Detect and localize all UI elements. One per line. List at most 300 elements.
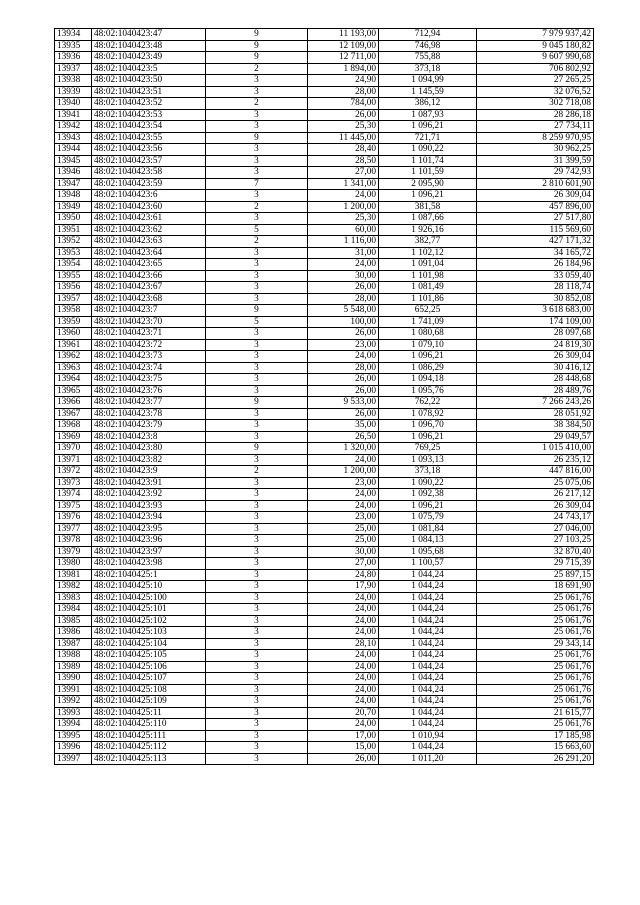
cadastral-value-cell: 427 171,32 [477,236,594,248]
area-cell: 28,00 [308,86,379,98]
cadastral-value-cell: 34 165,72 [477,247,594,259]
unit-value-cell: 1 145,59 [379,86,477,98]
unit-value-cell: 1 090,22 [379,477,477,489]
table-row [55,52,594,64]
row-number-cell: 13946 [55,167,92,179]
cadastral-value-cell: 30 852,08 [477,293,594,305]
table-row [55,397,594,409]
row-number-cell: 13976 [55,512,92,524]
row-number-cell: 13938 [55,75,92,87]
unit-value-cell: 1 044,24 [379,650,477,662]
row-number-cell: 13960 [55,328,92,340]
cadastral-number-cell: 48:02:1040425:106 [92,661,206,673]
cadastral-value-cell: 28 489,76 [477,385,594,397]
cadastral-number-cell: 48:02:1040423:59 [92,178,206,190]
unit-value-cell: 1 044,24 [379,592,477,604]
row-number-cell: 13997 [55,753,92,765]
cadastral-value-cell: 27 103,25 [477,535,594,547]
table-row [55,374,594,386]
cadastral-number-cell: 48:02:1040423:72 [92,339,206,351]
area-cell: 30,00 [308,546,379,558]
area-cell: 26,00 [308,753,379,765]
table-row [55,443,594,455]
cadastral-value-cell: 26 217,12 [477,489,594,501]
row-number-cell: 13979 [55,546,92,558]
cadastral-value-cell: 26 309,04 [477,500,594,512]
class-code-cell: 3 [206,489,308,501]
class-code-cell: 3 [206,293,308,305]
row-number-cell: 13985 [55,615,92,627]
class-code-cell: 9 [206,40,308,52]
class-code-cell: 3 [206,592,308,604]
class-code-cell: 3 [206,213,308,225]
area-cell: 23,00 [308,477,379,489]
area-cell: 26,00 [308,385,379,397]
cadastral-number-cell: 48:02:1040425:101 [92,604,206,616]
table-row [55,673,594,685]
row-number-cell: 13993 [55,707,92,719]
unit-value-cell: 769,25 [379,443,477,455]
cadastral-value-cell: 27 046,00 [477,523,594,535]
table-row [55,592,594,604]
table-row [55,684,594,696]
cadastral-number-cell: 48:02:1040425:111 [92,730,206,742]
row-number-cell: 13980 [55,558,92,570]
unit-value-cell: 1 091,04 [379,259,477,271]
area-cell: 15,00 [308,742,379,754]
cadastral-value-cell: 25 061,76 [477,719,594,731]
unit-value-cell: 1 044,24 [379,638,477,650]
unit-value-cell: 652,25 [379,305,477,317]
table-row [55,408,594,420]
class-code-cell: 2 [206,466,308,478]
table-row [55,385,594,397]
area-cell: 25,30 [308,121,379,133]
cadastral-number-cell: 48:02:1040423:75 [92,374,206,386]
cadastral-number-cell: 48:02:1040423:76 [92,385,206,397]
area-cell: 12 711,00 [308,52,379,64]
cadastral-value-cell: 26 309,04 [477,351,594,363]
class-code-cell: 3 [206,569,308,581]
area-cell: 24,00 [308,454,379,466]
area-cell: 24,00 [308,351,379,363]
area-cell: 28,50 [308,155,379,167]
area-cell: 1 341,00 [308,178,379,190]
unit-value-cell: 1 044,24 [379,684,477,696]
table-row [55,270,594,282]
unit-value-cell: 1 087,93 [379,109,477,121]
class-code-cell: 9 [206,305,308,317]
cadastral-number-cell: 48:02:1040423:74 [92,362,206,374]
area-cell: 24,00 [308,500,379,512]
unit-value-cell: 1 044,24 [379,673,477,685]
class-code-cell: 3 [206,535,308,547]
area-cell: 24,00 [308,627,379,639]
class-code-cell: 7 [206,178,308,190]
cadastral-number-cell: 48:02:1040425:109 [92,696,206,708]
row-number-cell: 13972 [55,466,92,478]
row-number-cell: 13940 [55,98,92,110]
table-body [55,29,594,765]
table-row [55,282,594,294]
cadastral-value-cell: 25 075,06 [477,477,594,489]
cadastral-number-cell: 48:02:1040423:70 [92,316,206,328]
table-row [55,730,594,742]
cadastral-value-cell: 24 743,17 [477,512,594,524]
area-cell: 1 116,00 [308,236,379,248]
unit-value-cell: 1 084,13 [379,535,477,547]
cadastral-value-cell: 32 870,40 [477,546,594,558]
unit-value-cell: 1 087,66 [379,213,477,225]
class-code-cell: 3 [206,385,308,397]
unit-value-cell: 762,22 [379,397,477,409]
row-number-cell: 13990 [55,673,92,685]
table-row [55,661,594,673]
table-row [55,627,594,639]
row-number-cell: 13955 [55,270,92,282]
class-code-cell: 3 [206,477,308,489]
table-row [55,362,594,374]
class-code-cell: 3 [206,259,308,271]
table-row [55,86,594,98]
cadastral-number-cell: 48:02:1040423:62 [92,224,206,236]
area-cell: 1 200,00 [308,466,379,478]
cadastral-number-cell: 48:02:1040425:107 [92,673,206,685]
unit-value-cell: 1 102,12 [379,247,477,259]
unit-value-cell: 1 086,29 [379,362,477,374]
class-code-cell: 3 [206,167,308,179]
class-code-cell: 3 [206,362,308,374]
row-number-cell: 13934 [55,29,92,41]
unit-value-cell: 1 011,20 [379,753,477,765]
area-cell: 23,00 [308,339,379,351]
cadastral-value-cell: 27 265,25 [477,75,594,87]
table-row [55,638,594,650]
cadastral-value-cell: 25 061,76 [477,696,594,708]
row-number-cell: 13942 [55,121,92,133]
cadastral-number-cell: 48:02:1040423:66 [92,270,206,282]
cadastral-value-table [54,28,594,765]
class-code-cell: 3 [206,673,308,685]
row-number-cell: 13989 [55,661,92,673]
area-cell: 31,00 [308,247,379,259]
cadastral-value-cell: 17 185,98 [477,730,594,742]
cadastral-number-cell: 48:02:1040425:102 [92,615,206,627]
table-row [55,742,594,754]
table-row [55,178,594,190]
row-number-cell: 13986 [55,627,92,639]
class-code-cell: 3 [206,661,308,673]
area-cell: 24,00 [308,190,379,202]
unit-value-cell: 1 096,21 [379,431,477,443]
cadastral-value-cell: 33 059,40 [477,270,594,282]
row-number-cell: 13982 [55,581,92,593]
row-number-cell: 13975 [55,500,92,512]
cadastral-number-cell: 48:02:1040423:60 [92,201,206,213]
unit-value-cell: 1 080,68 [379,328,477,340]
cadastral-number-cell: 48:02:1040423:9 [92,466,206,478]
class-code-cell: 3 [206,707,308,719]
unit-value-cell: 1 096,21 [379,121,477,133]
cadastral-number-cell: 48:02:1040423:79 [92,420,206,432]
table-row [55,29,594,41]
row-number-cell: 13936 [55,52,92,64]
table-row [55,75,594,87]
area-cell: 24,90 [308,75,379,87]
table-row [55,489,594,501]
unit-value-cell: 1 741,09 [379,316,477,328]
unit-value-cell: 1 101,59 [379,167,477,179]
class-code-cell: 9 [206,443,308,455]
table-row [55,247,594,259]
row-number-cell: 13949 [55,201,92,213]
cadastral-value-cell: 7 266 243,26 [477,397,594,409]
row-number-cell: 13996 [55,742,92,754]
row-number-cell: 13957 [55,293,92,305]
area-cell: 26,00 [308,374,379,386]
cadastral-number-cell: 48:02:1040423:47 [92,29,206,41]
table-row [55,40,594,52]
table-row [55,707,594,719]
cadastral-number-cell: 48:02:1040423:50 [92,75,206,87]
row-number-cell: 13994 [55,719,92,731]
class-code-cell: 3 [206,144,308,156]
cadastral-value-cell: 28 097,68 [477,328,594,340]
unit-value-cell: 1 079,10 [379,339,477,351]
class-code-cell: 3 [206,638,308,650]
unit-value-cell: 382,77 [379,236,477,248]
cadastral-value-cell: 115 569,60 [477,224,594,236]
table-row [55,569,594,581]
row-number-cell: 13995 [55,730,92,742]
table-row [55,650,594,662]
cadastral-number-cell: 48:02:1040423:68 [92,293,206,305]
class-code-cell: 2 [206,98,308,110]
row-number-cell: 13964 [55,374,92,386]
unit-value-cell: 712,94 [379,29,477,41]
table-row [55,236,594,248]
unit-value-cell: 755,88 [379,52,477,64]
area-cell: 27,00 [308,558,379,570]
unit-value-cell: 2 095,90 [379,178,477,190]
table-row [55,316,594,328]
table-row [55,293,594,305]
class-code-cell: 3 [206,512,308,524]
area-cell: 100,00 [308,316,379,328]
row-number-cell: 13968 [55,420,92,432]
table-row [55,190,594,202]
cadastral-value-cell: 31 399,59 [477,155,594,167]
cadastral-value-cell: 27 734,11 [477,121,594,133]
unit-value-cell: 1 044,24 [379,707,477,719]
cadastral-number-cell: 48:02:1040423:5 [92,63,206,75]
cadastral-value-cell: 706 802,92 [477,63,594,75]
row-number-cell: 13973 [55,477,92,489]
row-number-cell: 13954 [55,259,92,271]
table-row [55,546,594,558]
class-code-cell: 3 [206,523,308,535]
area-cell: 1 320,00 [308,443,379,455]
table-row [55,454,594,466]
row-number-cell: 13959 [55,316,92,328]
cadastral-value-cell: 2 810 601,90 [477,178,594,190]
area-cell: 24,00 [308,696,379,708]
area-cell: 25,00 [308,535,379,547]
unit-value-cell: 1 926,16 [379,224,477,236]
area-cell: 23,00 [308,512,379,524]
class-code-cell: 9 [206,52,308,64]
cadastral-value-cell: 25 061,76 [477,650,594,662]
class-code-cell: 3 [206,604,308,616]
unit-value-cell: 1 096,21 [379,190,477,202]
cadastral-value-cell: 28 118,74 [477,282,594,294]
area-cell: 24,00 [308,650,379,662]
cadastral-value-cell: 9 607 990,68 [477,52,594,64]
row-number-cell: 13943 [55,132,92,144]
class-code-cell: 3 [206,500,308,512]
unit-value-cell: 1 075,79 [379,512,477,524]
cadastral-value-cell: 24 819,30 [477,339,594,351]
table-row [55,201,594,213]
table-row [55,121,594,133]
cadastral-number-cell: 48:02:1040425:104 [92,638,206,650]
cadastral-number-cell: 48:02:1040423:78 [92,408,206,420]
area-cell: 26,00 [308,282,379,294]
unit-value-cell: 1 044,24 [379,661,477,673]
cadastral-number-cell: 48:02:1040423:71 [92,328,206,340]
class-code-cell: 3 [206,351,308,363]
row-number-cell: 13970 [55,443,92,455]
cadastral-number-cell: 48:02:1040423:65 [92,259,206,271]
cadastral-number-cell: 48:02:1040425:113 [92,753,206,765]
class-code-cell: 9 [206,29,308,41]
row-number-cell: 13944 [55,144,92,156]
table-row [55,132,594,144]
cadastral-value-cell: 25 061,76 [477,673,594,685]
cadastral-number-cell: 48:02:1040423:93 [92,500,206,512]
cadastral-value-cell: 447 816,00 [477,466,594,478]
table-row [55,477,594,489]
cadastral-value-cell: 38 384,50 [477,420,594,432]
row-number-cell: 13951 [55,224,92,236]
table-row [55,753,594,765]
class-code-cell: 3 [206,719,308,731]
class-code-cell: 3 [206,696,308,708]
class-code-cell: 3 [206,121,308,133]
cadastral-number-cell: 48:02:1040423:82 [92,454,206,466]
cadastral-number-cell: 48:02:1040425:1 [92,569,206,581]
area-cell: 25,00 [308,523,379,535]
table-row [55,339,594,351]
row-number-cell: 13956 [55,282,92,294]
area-cell: 26,50 [308,431,379,443]
area-cell: 28,40 [308,144,379,156]
class-code-cell: 3 [206,581,308,593]
cadastral-number-cell: 48:02:1040423:54 [92,121,206,133]
row-number-cell: 13948 [55,190,92,202]
table-row [55,305,594,317]
row-number-cell: 13952 [55,236,92,248]
row-number-cell: 13974 [55,489,92,501]
cadastral-number-cell: 48:02:1040423:8 [92,431,206,443]
unit-value-cell: 1 081,84 [379,523,477,535]
unit-value-cell: 1 101,74 [379,155,477,167]
table-row [55,328,594,340]
cadastral-value-cell: 29 742,93 [477,167,594,179]
cadastral-value-cell: 25 061,76 [477,627,594,639]
unit-value-cell: 1 044,24 [379,627,477,639]
row-number-cell: 13945 [55,155,92,167]
area-cell: 28,10 [308,638,379,650]
cadastral-value-cell: 26 309,04 [477,190,594,202]
area-cell: 24,00 [308,684,379,696]
class-code-cell: 3 [206,431,308,443]
cadastral-value-cell: 15 663,60 [477,742,594,754]
row-number-cell: 13947 [55,178,92,190]
cadastral-number-cell: 48:02:1040423:63 [92,236,206,248]
unit-value-cell: 1 096,21 [379,351,477,363]
cadastral-value-cell: 7 979 937,42 [477,29,594,41]
row-number-cell: 13953 [55,247,92,259]
table-row [55,167,594,179]
area-cell: 20,70 [308,707,379,719]
cadastral-value-cell: 32 076,52 [477,86,594,98]
class-code-cell: 3 [206,546,308,558]
unit-value-cell: 1 044,24 [379,696,477,708]
class-code-cell: 3 [206,339,308,351]
cadastral-number-cell: 48:02:1040423:6 [92,190,206,202]
area-cell: 784,00 [308,98,379,110]
table-row [55,512,594,524]
area-cell: 24,00 [308,661,379,673]
class-code-cell: 3 [206,558,308,570]
area-cell: 11 193,00 [308,29,379,41]
row-number-cell: 13977 [55,523,92,535]
class-code-cell: 3 [206,328,308,340]
cadastral-number-cell: 48:02:1040423:49 [92,52,206,64]
row-number-cell: 13971 [55,454,92,466]
cadastral-value-cell: 9 045 180,82 [477,40,594,52]
table-row [55,535,594,547]
row-number-cell: 13939 [55,86,92,98]
class-code-cell: 2 [206,63,308,75]
area-cell: 30,00 [308,270,379,282]
unit-value-cell: 1 078,92 [379,408,477,420]
area-cell: 11 445,00 [308,132,379,144]
class-code-cell: 2 [206,236,308,248]
cadastral-value-cell: 26 235,12 [477,454,594,466]
unit-value-cell: 1 044,24 [379,604,477,616]
class-code-cell: 3 [206,408,308,420]
unit-value-cell: 1 044,24 [379,742,477,754]
unit-value-cell: 1 095,76 [379,385,477,397]
class-code-cell: 3 [206,753,308,765]
area-cell: 24,00 [308,489,379,501]
cadastral-value-cell: 30 962,25 [477,144,594,156]
row-number-cell: 13965 [55,385,92,397]
area-cell: 1 200,00 [308,201,379,213]
table-row [55,431,594,443]
class-code-cell: 3 [206,742,308,754]
table-row [55,466,594,478]
table-row [55,351,594,363]
cadastral-number-cell: 48:02:1040423:58 [92,167,206,179]
area-cell: 24,00 [308,259,379,271]
unit-value-cell: 1 101,86 [379,293,477,305]
cadastral-value-cell: 21 615,77 [477,707,594,719]
area-cell: 24,00 [308,673,379,685]
table-row [55,213,594,225]
